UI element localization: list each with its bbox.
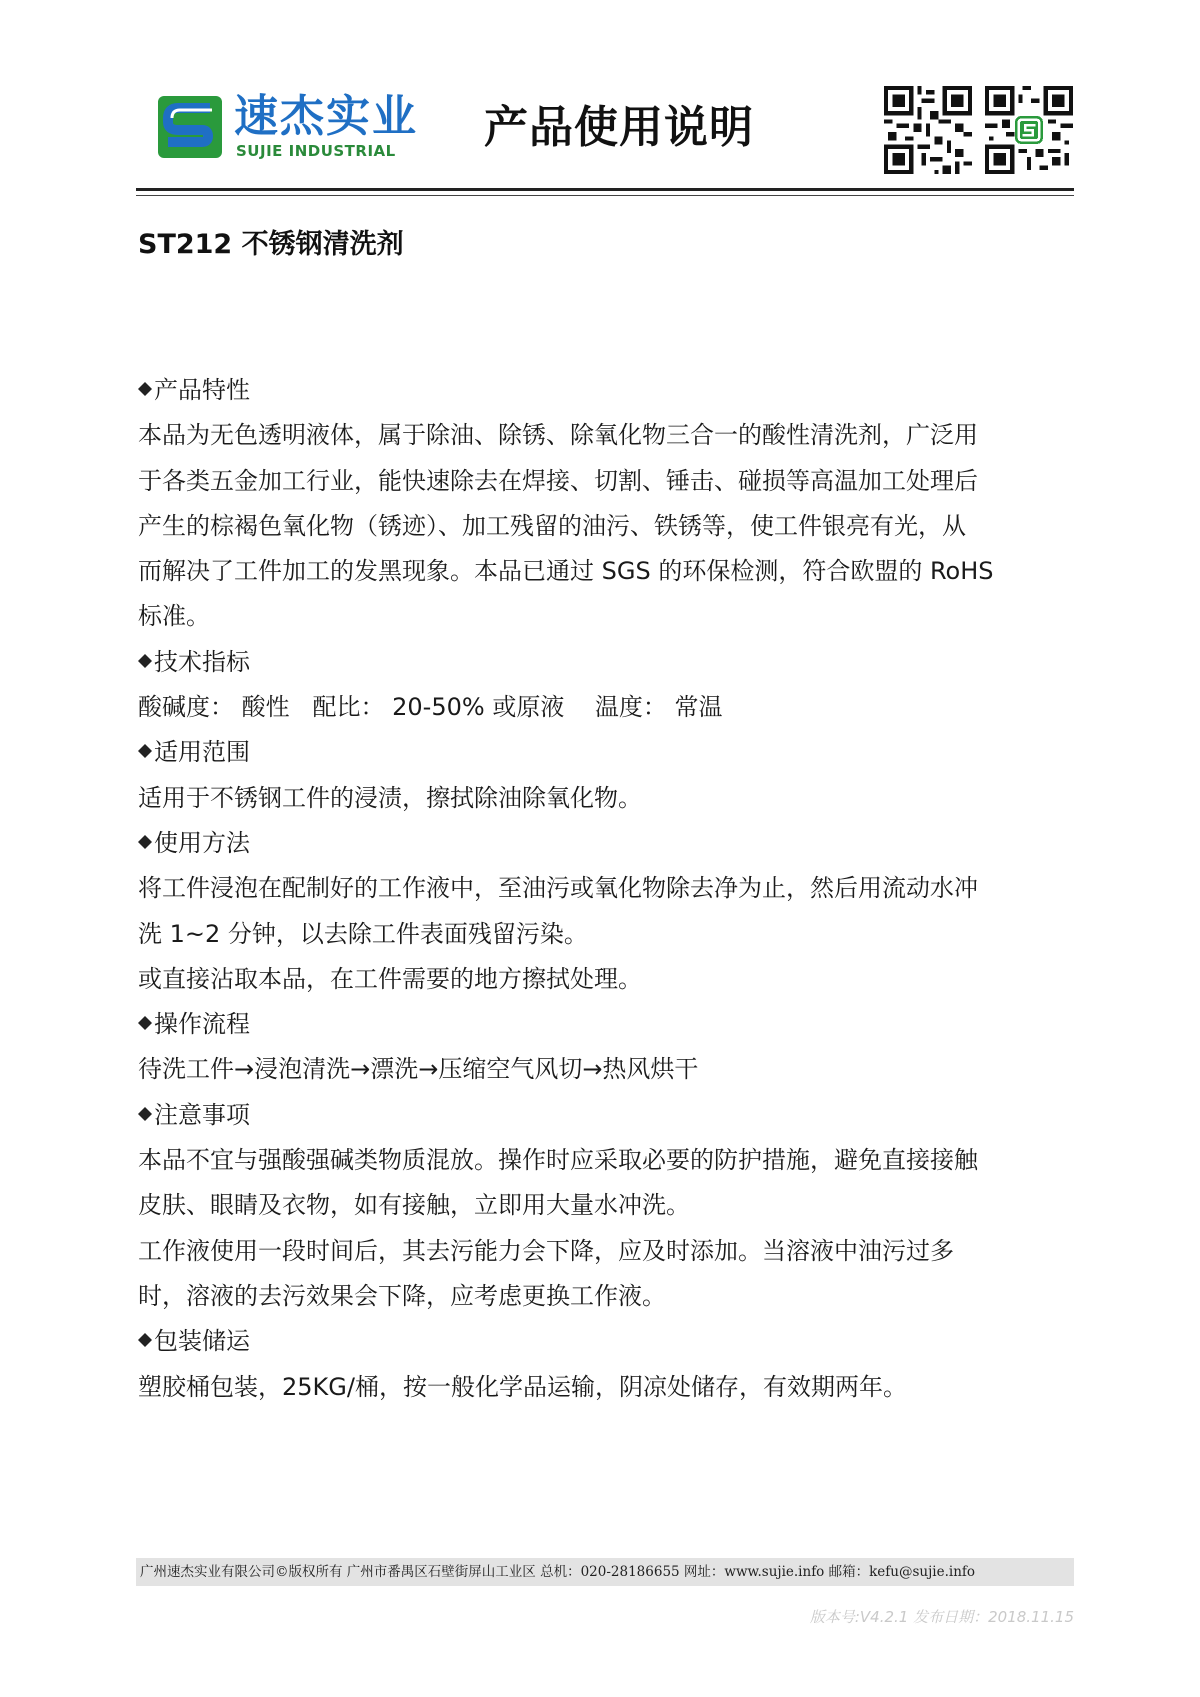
diamond-bullet-icon bbox=[138, 382, 152, 396]
header-divider-thin bbox=[136, 195, 1074, 196]
document-body bbox=[138, 368, 1078, 1410]
section-heading-notes bbox=[138, 1093, 1078, 1138]
footer-contact-bar: 广州速杰实业有限公司©版权所有 广州市番禺区石壁街屏山工业区 总机：020-28186655 网址：www.sujie.info 邮箱：kefu@sujie.info bbox=[136, 1558, 1074, 1586]
company-logo bbox=[158, 91, 418, 162]
section-heading-scope bbox=[138, 730, 1078, 775]
diamond-bullet-icon bbox=[138, 835, 152, 849]
paragraph-line: 标准。 bbox=[138, 602, 210, 631]
paragraph-line: 或直接沾取本品，在工件需要的地方擦拭处理。 bbox=[138, 964, 642, 993]
version-watermark: 版本号:V4.2.1 发布日期：2018.11.15 bbox=[809, 1608, 1074, 1626]
diamond-bullet-icon bbox=[138, 1333, 152, 1347]
paragraph-line: 本品为无色透明液体，属于除油、除锈、除氧化物三合一的酸性清洗剂，广泛用 bbox=[138, 421, 978, 450]
document-title: 产品使用说明 bbox=[484, 102, 754, 153]
section-heading-process bbox=[138, 1002, 1078, 1047]
paragraph-line: 适用于不锈钢工件的浸渍，擦拭除油除氧化物。 bbox=[138, 783, 642, 812]
header-divider bbox=[136, 188, 1074, 191]
paragraph-line: 时，溶液的去污效果会下降，应考虑更换工作液。 bbox=[138, 1281, 666, 1310]
paragraph-line: 本品不宜与强酸强碱类物质混放。操作时应采取必要的防护措施，避免直接接触 bbox=[138, 1146, 978, 1175]
paragraph-line: 待洗工件→浸泡清洗→漂洗→压缩空气风切→热风烘干 bbox=[138, 1055, 699, 1084]
paragraph-line: 工作液使用一段时间后，其去污能力会下降，应及时添加。当溶液中油污过多 bbox=[138, 1236, 954, 1265]
section-heading-packaging bbox=[138, 1319, 1078, 1364]
specs-line: 酸碱度： 酸性 配比： 20-50% 或原液 温度： 常温 bbox=[138, 693, 723, 722]
paragraph-line: 而解决了工件加工的发黑现象。本品已通过 SGS 的环保检测，符合欧盟的 RoHS bbox=[138, 557, 994, 586]
qr-code-icon bbox=[985, 86, 1073, 174]
section-heading-text: 产品特性 bbox=[154, 376, 250, 404]
logo-chinese-name: 速杰实业 bbox=[234, 91, 418, 142]
qr-code-icon bbox=[884, 86, 972, 174]
diamond-bullet-icon bbox=[138, 1107, 152, 1121]
diamond-bullet-icon bbox=[138, 1016, 152, 1030]
section-heading-features bbox=[138, 368, 1078, 413]
section-heading-text: 技术指标 bbox=[154, 647, 250, 676]
diamond-bullet-icon bbox=[138, 654, 152, 668]
paragraph-line: 塑胶桶包装，25KG/桶，按一般化学品运输，阴凉处储存，有效期两年。 bbox=[138, 1372, 907, 1401]
section-heading-text: 操作流程 bbox=[154, 1010, 250, 1039]
diamond-bullet-icon bbox=[138, 744, 152, 758]
section-heading-method bbox=[138, 821, 1078, 866]
logo-english-name: SUJIE INDUSTRIAL bbox=[236, 142, 396, 160]
paragraph-line: 将工件浸泡在配制好的工作液中，至油污或氧化物除去净为止，然后用流动水冲 bbox=[138, 874, 978, 903]
section-heading-text: 使用方法 bbox=[154, 828, 250, 857]
section-heading-specs bbox=[138, 640, 1078, 685]
section-heading-text: 包装储运 bbox=[154, 1327, 250, 1356]
sujie-logo-icon bbox=[158, 96, 222, 158]
product-name: ST212 不锈钢清洗剂 bbox=[138, 229, 404, 260]
paragraph-line: 于各类五金加工行业，能快速除去在焊接、切割、锤击、碰损等高温加工处理后 bbox=[138, 466, 978, 495]
paragraph-line: 产生的棕褐色氧化物（锈迹）、加工残留的油污、铁锈等，使工件银亮有光，从 bbox=[138, 511, 966, 540]
section-heading-text: 适用范围 bbox=[154, 738, 250, 767]
paragraph-line: 洗 1~2 分钟，以去除工件表面残留污染。 bbox=[138, 919, 588, 948]
paragraph-line: 皮肤、眼睛及衣物，如有接触，立即用大量水冲洗。 bbox=[138, 1191, 690, 1220]
document-header bbox=[0, 0, 1200, 200]
section-heading-text: 注意事项 bbox=[154, 1100, 250, 1129]
